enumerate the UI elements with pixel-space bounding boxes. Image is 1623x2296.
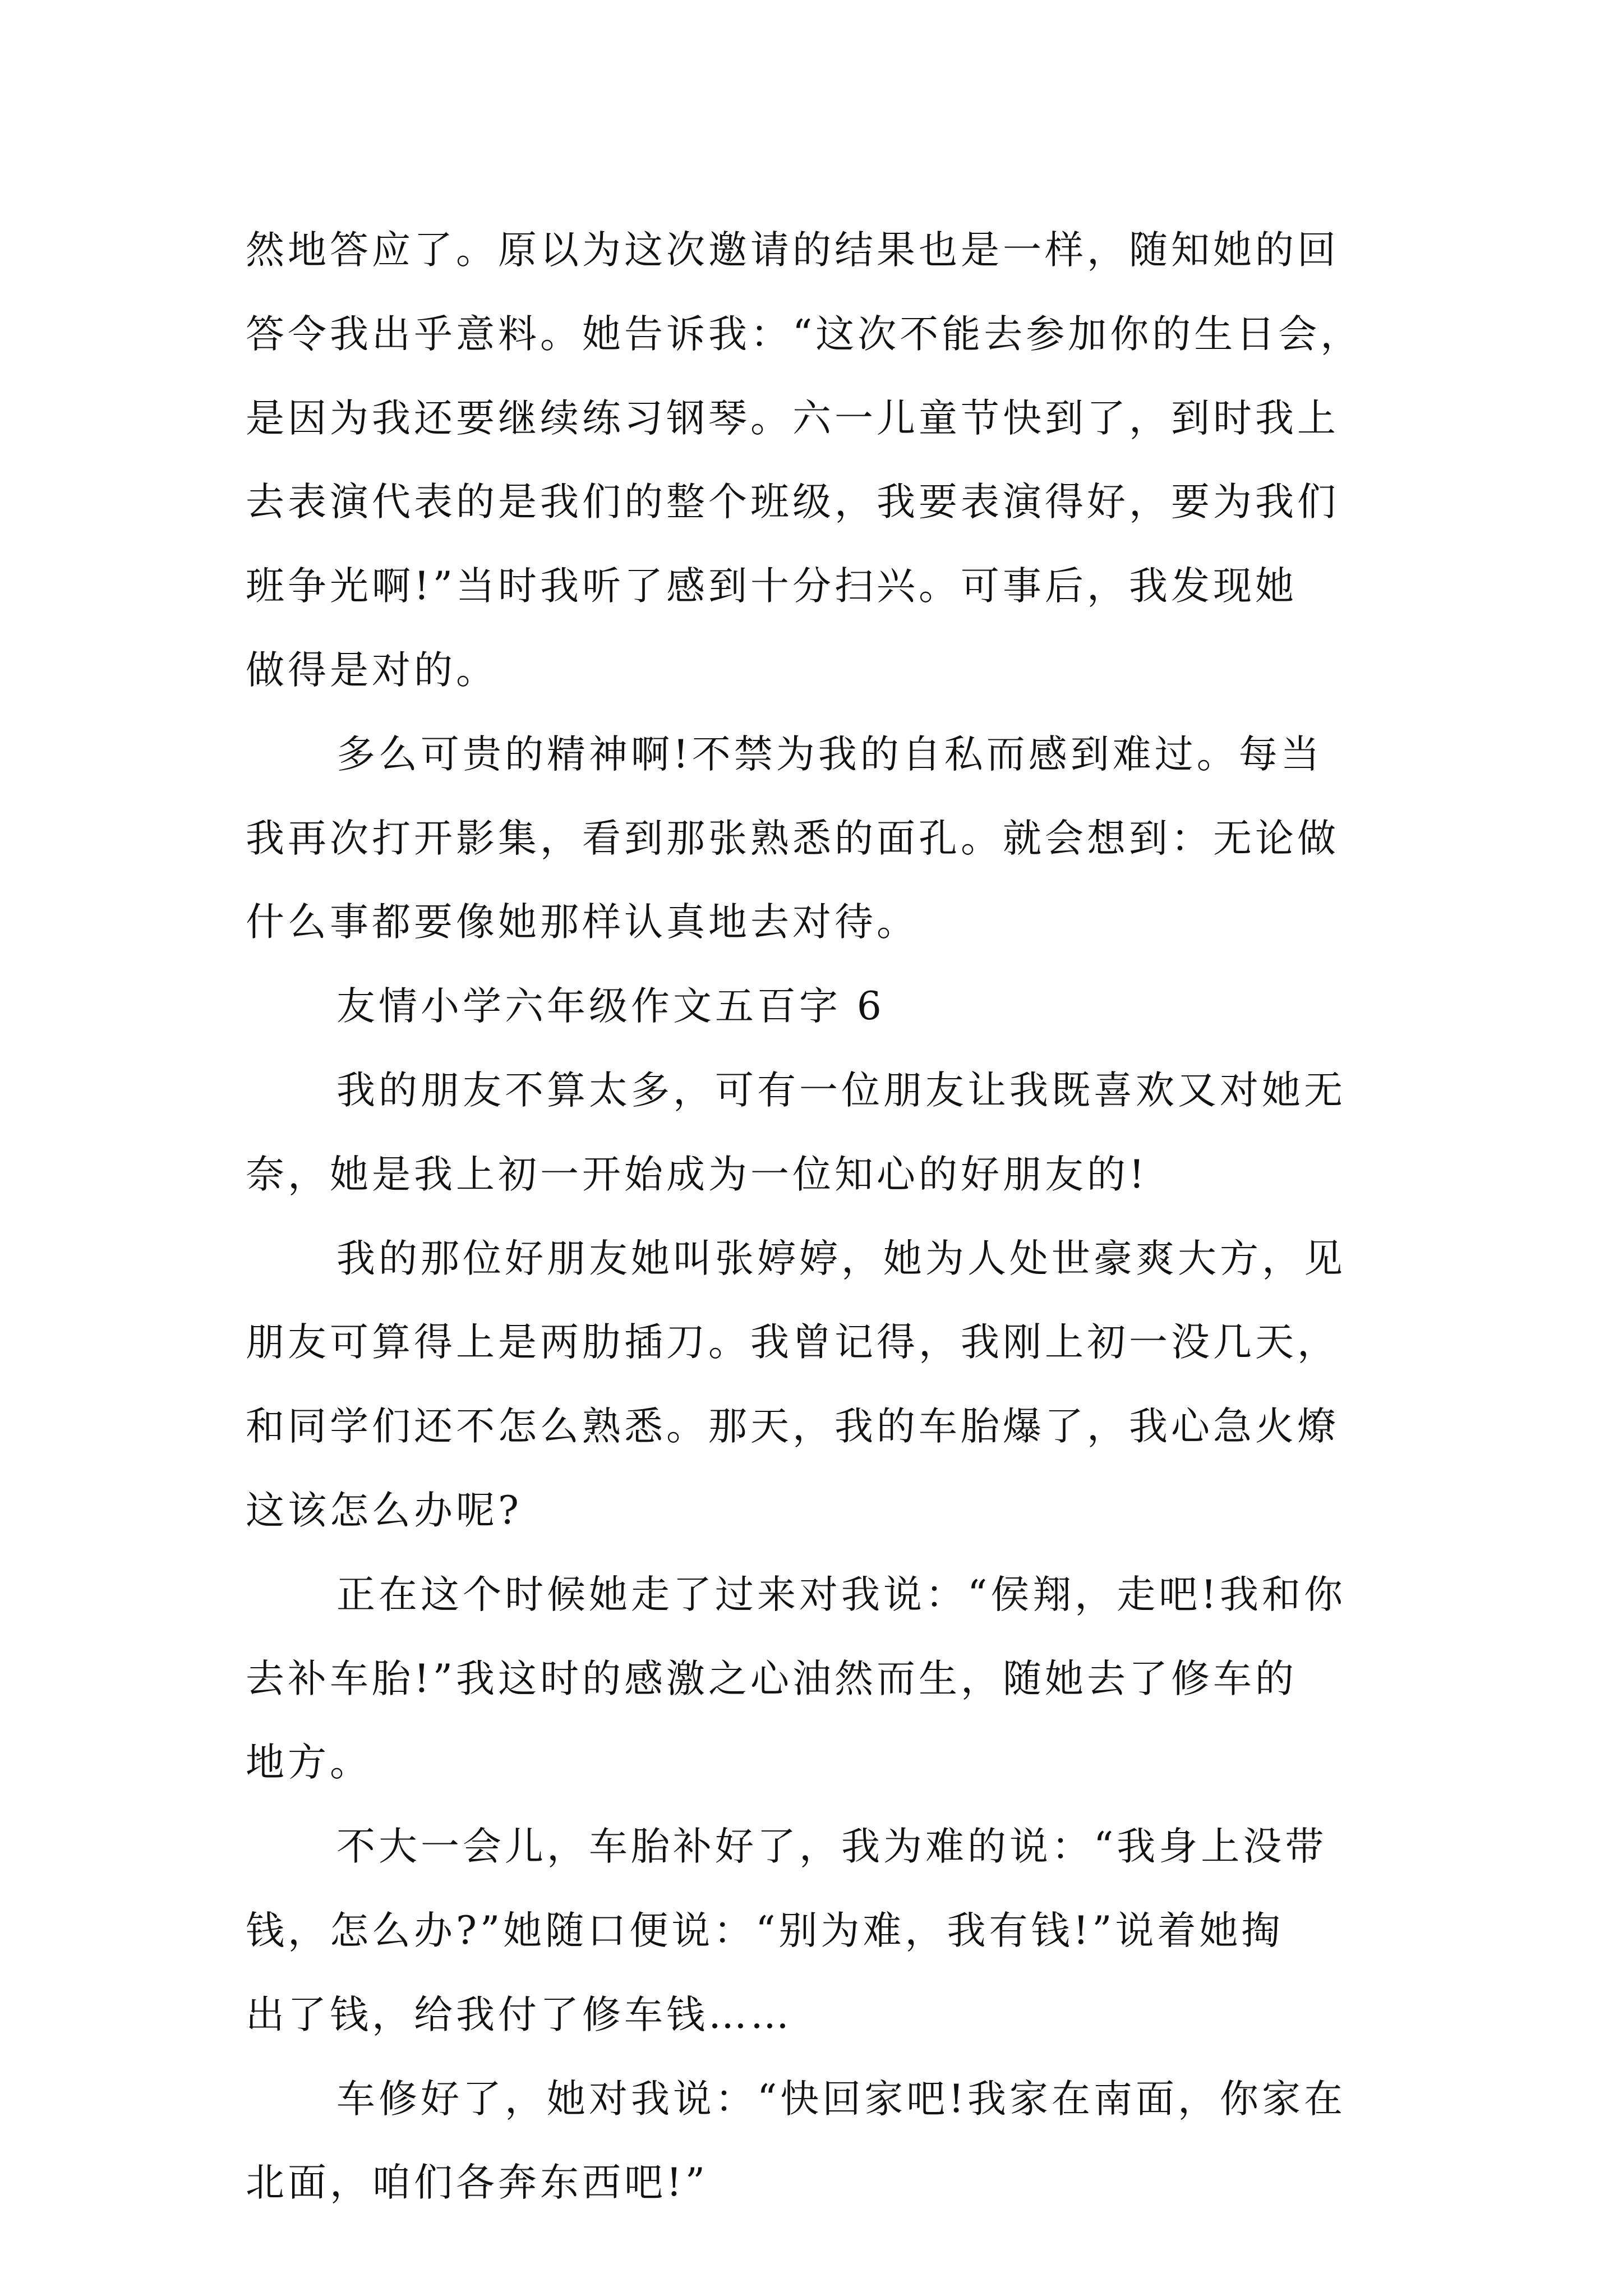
paragraph-first-line: 我的那位好朋友她叫张婷婷，她为人处世豪爽大方，见 — [336, 1236, 1346, 1281]
text-line: 奈，她是我上初一开始成为一位知心的好朋友的! — [246, 1152, 1148, 1197]
paragraph-first-line: 多么可贵的精神啊!不禁为我的自私而感到难过。每当 — [336, 731, 1323, 777]
text-line: 地方。 — [246, 1740, 372, 1786]
text-line: 做得是对的。 — [246, 647, 498, 693]
text-line: 这该怎么办呢? — [246, 1488, 522, 1533]
section-heading: 友情小学六年级作文五百字 6 — [336, 984, 885, 1029]
document-body — [246, 209, 1423, 2225]
text-line: 出了钱，给我付了修车钱…… — [246, 1992, 792, 2037]
text-line: 和同学们还不怎么熟悉。那天，我的车胎爆了，我心急火燎 — [246, 1404, 1339, 1450]
text-line: 班争光啊!”当时我听了感到十分扫兴。可事后，我发现她 — [246, 564, 1298, 609]
text-line: 什么事都要像她那样认真地去对待。 — [246, 900, 919, 945]
text-line: 朋友可算得上是两肋插刀。我曾记得，我刚上初一没几天， — [246, 1320, 1339, 1365]
paragraph-first-line: 不大一会儿，车胎补好了，我为难的说：“我身上没带 — [336, 1824, 1327, 1870]
text-line: 北面，咱们各奔东西吧!” — [246, 2160, 709, 2206]
paragraph-first-line: 车修好了，她对我说：“快回家吧!我家在南面，你家在 — [336, 2076, 1347, 2122]
text-line: 钱，怎么办?”她随口便说：“别为难，我有钱!”说着她掏 — [246, 1908, 1284, 1953]
text-line: 我再次打开影集，看到那张熟悉的面孔。就会想到：无论做 — [246, 816, 1339, 861]
text-line: 去补车胎!”我这时的感激之心油然而生，随她去了修车的 — [246, 1656, 1298, 1701]
paragraph-first-line: 我的朋友不算太多，可有一位朋友让我既喜欢又对她无 — [336, 1068, 1346, 1113]
paragraph-first-line: 正在这个时候她走了过来对我说：“侯翔，走吧!我和你 — [336, 1572, 1347, 1617]
text-line: 答令我出乎意料。她告诉我：“这次不能去参加你的生日会， — [246, 311, 1363, 357]
text-line: 去表演代表的是我们的整个班级，我要表演得好，要为我们 — [246, 480, 1339, 525]
text-line: 是因为我还要继续练习钢琴。六一儿童节快到了，到时我上 — [246, 395, 1339, 441]
text-line: 然地答应了。原以为这次邀请的结果也是一样，随知她的回 — [246, 228, 1339, 273]
